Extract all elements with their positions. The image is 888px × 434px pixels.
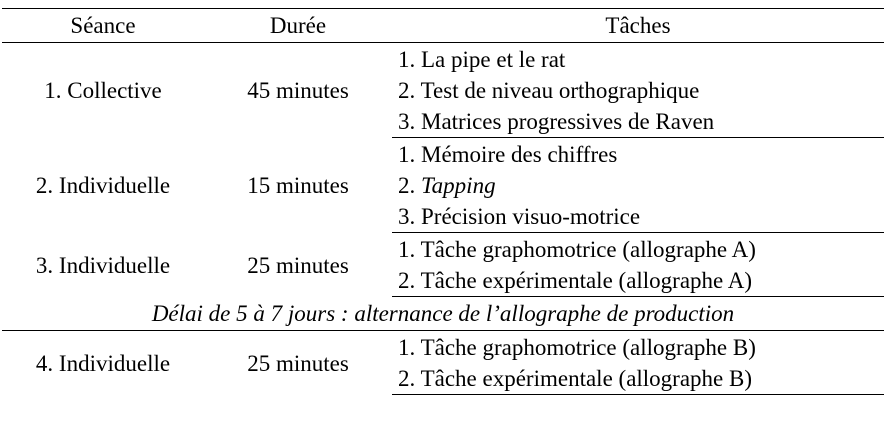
task-number: 2. bbox=[398, 366, 416, 391]
session-group-2 bbox=[2, 138, 884, 233]
session-group-4 bbox=[2, 331, 884, 395]
task-label: Tâche expérimentale (allographe A) bbox=[420, 268, 753, 293]
task-number: 2. bbox=[398, 268, 416, 293]
delay-row bbox=[2, 297, 884, 331]
task-number: 1. bbox=[398, 47, 416, 72]
task-number: 2. bbox=[398, 78, 416, 103]
table-row bbox=[2, 331, 884, 364]
table-row bbox=[2, 43, 884, 76]
task-label: Tâche graphomotrice (allographe B) bbox=[420, 335, 756, 360]
task-label: Tâche expérimentale (allographe B) bbox=[420, 366, 753, 391]
task-number: 1. bbox=[398, 335, 416, 360]
session-group-1 bbox=[2, 43, 884, 138]
session-duration: 45 minutes bbox=[247, 78, 349, 104]
task-label: Tâche graphomotrice (allographe A) bbox=[420, 237, 756, 262]
session-name: 4. Individuelle bbox=[35, 350, 171, 376]
task-item bbox=[392, 138, 884, 171]
task-label: Tapping bbox=[421, 173, 496, 198]
task-label: Test de niveau orthographique bbox=[420, 78, 700, 103]
task-label: Précision visuo-motrice bbox=[421, 204, 641, 229]
task-number: 2. bbox=[398, 173, 416, 198]
session-duration: 25 minutes bbox=[247, 252, 349, 278]
session-duration: 25 minutes bbox=[247, 350, 349, 376]
session-name: 1. Collective bbox=[44, 78, 162, 104]
table-row bbox=[2, 233, 884, 266]
task-label: Mémoire des chiffres bbox=[421, 142, 618, 167]
task-item bbox=[392, 75, 884, 106]
session-name: 3. Individuelle bbox=[35, 252, 171, 278]
task-item bbox=[392, 331, 884, 364]
task-label: Matrices progressives de Raven bbox=[421, 109, 715, 134]
header-seance: Séance bbox=[70, 13, 136, 38]
task-number: 1. bbox=[398, 142, 416, 167]
task-item bbox=[392, 201, 884, 233]
task-number: 1. bbox=[398, 237, 416, 262]
task-item bbox=[392, 265, 884, 297]
header-duree: Durée bbox=[269, 13, 327, 38]
task-item bbox=[392, 106, 884, 138]
task-label: La pipe et le rat bbox=[421, 47, 566, 72]
task-item bbox=[392, 233, 884, 266]
table-row bbox=[2, 138, 884, 171]
session-name: 2. Individuelle bbox=[35, 173, 171, 198]
session-group-3 bbox=[2, 233, 884, 297]
sessions-table bbox=[2, 8, 884, 395]
task-item bbox=[392, 170, 884, 201]
task-number: 3. bbox=[398, 109, 416, 134]
session-duration: 15 minutes bbox=[247, 173, 349, 198]
task-item bbox=[392, 43, 884, 76]
task-number: 3. bbox=[398, 204, 416, 229]
table-header-row bbox=[2, 9, 884, 43]
header-taches: Tâches bbox=[605, 13, 671, 38]
task-item bbox=[392, 363, 884, 395]
delay-group bbox=[2, 297, 884, 331]
delay-note: Délai de 5 à 7 jours : alternance de l’allographe de production bbox=[2, 297, 884, 331]
